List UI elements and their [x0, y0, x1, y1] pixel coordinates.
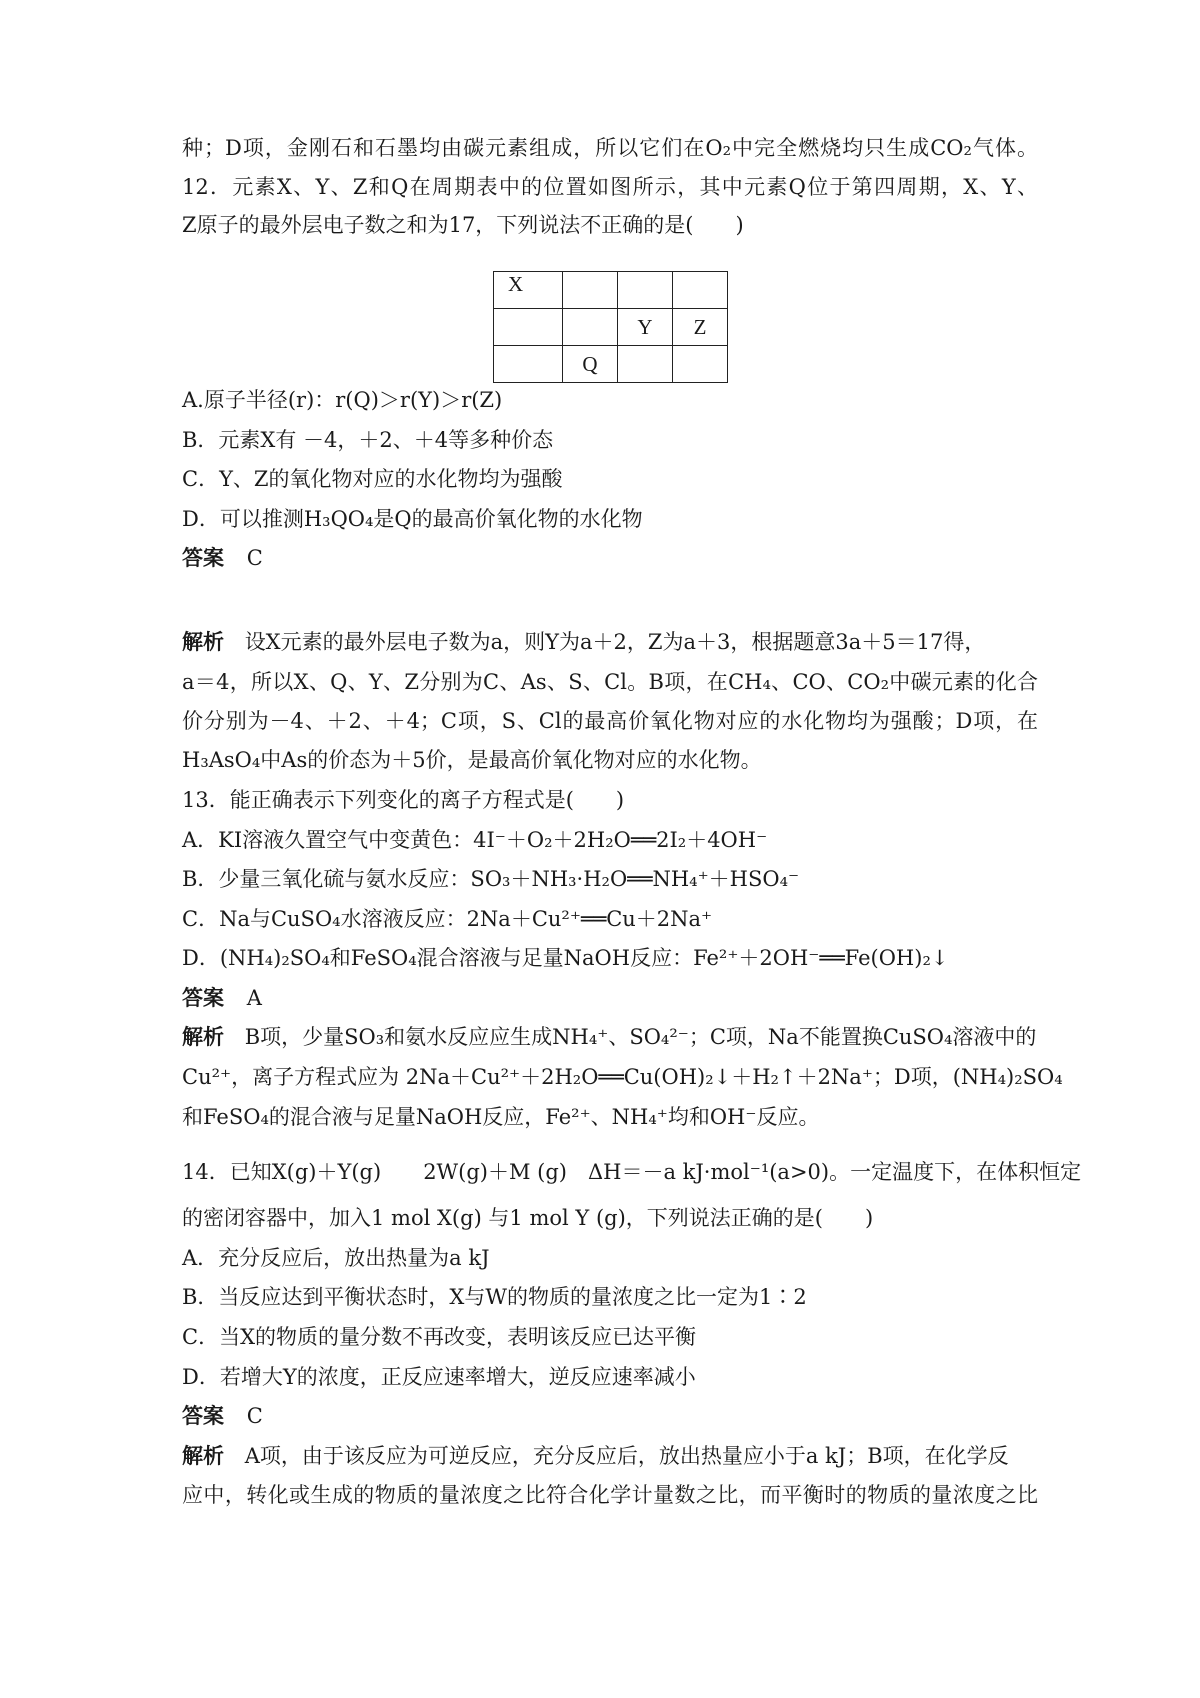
answer-line — [182, 1401, 1038, 1431]
explanation-line — [182, 627, 1038, 657]
table-cell: Y — [618, 309, 673, 346]
table-cell — [494, 309, 563, 346]
table-cell — [618, 346, 673, 383]
explanation-line — [182, 1022, 1038, 1052]
explanation-label: 解析 — [182, 1024, 224, 1049]
periodic-table-diagram — [493, 271, 728, 383]
question-14-stem: 14．已知X(g)＋Y(g) 2W(g)＋M (g) ΔH＝－a kJ·mol⁻¹(a>0)。一定温度下，在体积恒定 — [182, 1160, 1082, 1184]
table-cell — [563, 309, 618, 346]
table-cell — [563, 272, 618, 309]
table-cell — [494, 346, 563, 383]
table-cell — [673, 272, 728, 309]
option-c: C．当X的物质的量分数不再改变，表明该反应已达平衡 — [182, 1325, 697, 1349]
answer-label: 答案 — [182, 985, 224, 1010]
explanation-label: 解析 — [182, 1443, 224, 1468]
option-a: A.原子半径(r)：r(Q)＞r(Y)＞r(Z) — [182, 388, 503, 412]
explanation-text: 设X元素的最外层电子数为a，则Y为a＋2，Z为a＋3，根据题意3a＋5＝17得， — [244, 630, 986, 654]
explanation-line: H₃AsO₄中As的价态为＋5价，是最高价氧化物对应的水化物。 — [182, 748, 762, 772]
explanation-line: 应中，转化或生成的物质的量浓度之比符合化学计量数之比，而平衡时的物质的量浓度之比 — [182, 1483, 1038, 1507]
table-cell: Z — [673, 309, 728, 346]
option-b: B．当反应达到平衡状态时，X与W的物质的量浓度之比一定为1∶2 — [182, 1285, 807, 1309]
table-cell — [673, 346, 728, 383]
question-13-stem: 13．能正确表示下列变化的离子方程式是( ) — [182, 788, 625, 812]
answer-label: 答案 — [182, 545, 224, 570]
explanation-line: 和FeSO₄的混合液与足量NaOH反应，Fe²⁺、NH₄⁺均和OH⁻反应。 — [182, 1105, 820, 1129]
explanation-line: 价分别为－4、＋2、＋4；C项，S、Cl的最高价氧化物对应的水化物均为强酸；D项，在 — [182, 709, 1038, 733]
option-a: A．KI溶液久置空气中变黄色：4I⁻＋O₂＋2H₂O══2I₂＋4OH⁻ — [182, 828, 768, 852]
explanation-line — [182, 1441, 1038, 1471]
answer-value: C — [246, 1404, 263, 1428]
option-d: D．可以推测H₃QO₄是Q的最高价氧化物的水化物 — [182, 507, 643, 531]
option-c: C．Y、Z的氧化物对应的水化物均为强酸 — [182, 467, 563, 491]
answer-value: C — [246, 546, 263, 570]
option-c: C．Na与CuSO₄水溶液反应：2Na＋Cu²⁺══Cu＋2Na⁺ — [182, 907, 713, 931]
question-12-stem-cont: Z原子的最外层电子数之和为17，下列说法不正确的是( ) — [182, 213, 744, 237]
answer-label: 答案 — [182, 1403, 224, 1428]
option-a: A．充分反应后，放出热量为a kJ — [182, 1246, 490, 1270]
question-14-stem-cont: 的密闭容器中，加入1 mol X(g) 与1 mol Y (g)，下列说法正确的是( ) — [182, 1206, 874, 1230]
option-d: D．若增大Y的浓度，正反应速率增大，逆反应速率减小 — [182, 1365, 696, 1389]
option-b: B．少量三氧化硫与氨水反应：SO₃＋NH₃·H₂O══NH₄⁺＋HSO₄⁻ — [182, 867, 800, 891]
text-line: 种；D项，金刚石和石墨均由碳元素组成，所以它们在O₂中完全燃烧均只生成CO₂气体。 — [182, 136, 1038, 160]
explanation-text: A项，由于该反应为可逆反应，充分反应后，放出热量应小于a kJ；B项，在化学反 — [244, 1444, 1009, 1468]
explanation-label: 解析 — [182, 629, 224, 654]
table-cell: X — [494, 272, 563, 309]
answer-line — [182, 983, 1038, 1013]
answer-value: A — [246, 986, 262, 1010]
explanation-text: B项，少量SO₃和氨水反应应生成NH₄⁺、SO₄²⁻；C项，Na不能置换CuSO₄溶液中的 — [244, 1025, 1037, 1049]
option-b: B．元素X有 －4，＋2、＋4等多种价态 — [182, 428, 554, 452]
answer-line — [182, 543, 1038, 573]
table-cell: Q — [563, 346, 618, 383]
table-cell — [618, 272, 673, 309]
explanation-line: a＝4，所以X、Q、Y、Z分别为C、As、S、Cl。B项，在CH₄、CO、CO₂中碳元素的化合 — [182, 670, 1038, 694]
option-d: D．(NH₄)₂SO₄和FeSO₄混合溶液与足量NaOH反应：Fe²⁺＋2OH⁻══Fe(OH)₂↓ — [182, 946, 949, 970]
question-12-stem: 12．元素X、Y、Z和Q在周期表中的位置如图所示，其中元素Q位于第四周期，X、Y、 — [182, 175, 1038, 199]
explanation-line: Cu²⁺，离子方程式应为 2Na＋Cu²⁺＋2H₂O══Cu(OH)₂↓＋H₂↑＋2Na⁺；D项，(NH₄)₂SO₄ — [182, 1065, 1063, 1089]
